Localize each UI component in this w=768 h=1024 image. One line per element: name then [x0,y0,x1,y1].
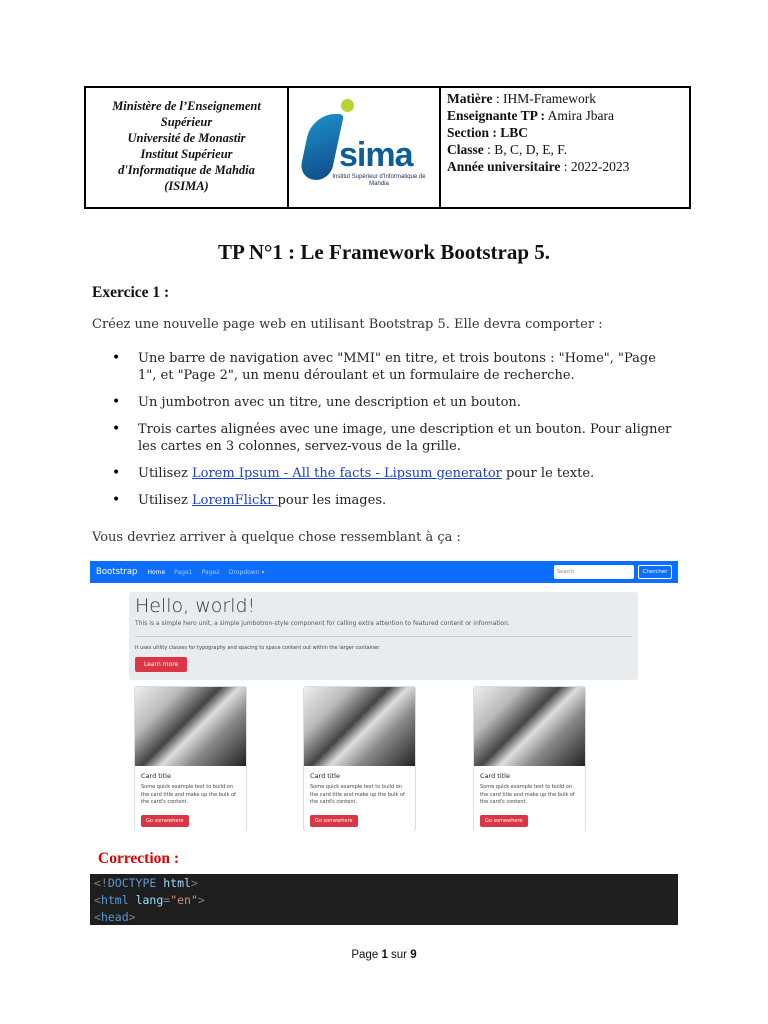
requirements-list [112,350,672,519]
preview-jumbo-title: Hello, world! [135,595,256,617]
preview-navbar [90,561,678,583]
logo-cell [289,88,441,207]
result-intro: Vous devriez arriver à quelque chose ressemblant à ça : [92,530,461,545]
list-item: • Utilisez LoremFlickr pour les images. [112,492,672,509]
header-table [84,86,691,209]
page-footer: Page 1 sur 9 [351,949,417,961]
preview-brand: Bootstrap [96,567,138,577]
code-line-1: <!DOCTYPE html> [94,876,198,890]
bootstrap-preview-image [90,561,678,831]
ministry-block [86,88,289,207]
lipsum-link[interactable]: Lorem Ipsum - All the facts - Lipsum generator [192,466,502,481]
info-subject: Matière : IHM-Framework [447,91,596,106]
preview-search-input: Search [554,565,634,579]
exercise-heading: Exercice 1 : [92,284,170,301]
preview-jumbo-small: It uses utility classes for typography and spacing to space content out within the larger container. [135,645,381,651]
preview-card: Card title Some quick example text to build on the card title and make up the bulk of the card's content. Go somewhere [134,686,247,831]
correction-heading: Correction : [98,850,180,867]
info-class: Classe : B, C, D, E, F. [447,142,568,157]
card-image [304,687,415,766]
preview-learn-more-button: Learn more [135,657,187,672]
info-section: Section : LBC [447,125,528,140]
preview-card: Card title Some quick example text to build on the card title and make up the bulk of the card's content. Go somewhere [473,686,586,831]
code-block [90,874,678,925]
intro-text: Créez une nouvelle page web en utilisant Bootstrap 5. Elle devra comporter : [92,317,603,332]
info-year: Année universitaire : 2022-2023 [447,159,630,174]
preview-nav-page1: Page1 [174,568,193,576]
list-item: • Utilisez Lorem Ipsum - All the facts - Lipsum generator pour le texte. [112,465,672,482]
institute-line: Institut Supérieur [140,147,233,161]
institute-line-2: d'Informatique de Mahdia [118,163,255,177]
preview-card: Card title Some quick example text to build on the card title and make up the bulk of the card's content. Go somewhere [303,686,416,831]
list-item: • Un jumbotron avec un titre, une description et un bouton. [112,394,672,411]
course-info [441,88,689,207]
preview-jumbotron [129,592,638,680]
isima-line: (ISIMA) [164,179,209,193]
isima-logo [301,94,431,202]
preview-nav-page2: Page2 [201,568,220,576]
loremflickr-link[interactable]: LoremFlickr [192,493,278,508]
preview-jumbo-lead: This is a simple hero unit, a simple jumbotron-style component for calling extra attention to featured content or information. [135,620,510,627]
logo-subtitle: Institut Supérieur d'Informatique de Mahdia [332,174,426,187]
code-line-3: <head> [94,910,136,924]
university-line: Université de Monastir [127,131,246,145]
ministry-line: Ministère de l’Enseignement Supérieur [112,99,261,129]
card-image [135,687,246,766]
list-item: • Trois cartes alignées avec une image, une description et un bouton. Pour aligner les cartes en 3 colonnes, servez-vous de la grille. [112,421,672,455]
preview-search-button: Chercher [638,565,672,579]
code-line-2: <html lang="en"> [94,893,205,907]
preview-nav-home: Home [147,568,166,576]
card-image [474,687,585,766]
page-title: TP N°1 : Le Framework Bootstrap 5. [217,240,551,264]
preview-nav-dropdown: Dropdown ▾ [228,568,265,576]
logo-text: sima [339,136,413,174]
list-item: • Une barre de navigation avec "MMI" en titre, et trois boutons : "Home", "Page 1", et "Page 2", un menu déroulant et un formulaire de recherche. [112,350,672,384]
info-teacher: Enseignante TP : Amira Jbara [447,108,615,123]
